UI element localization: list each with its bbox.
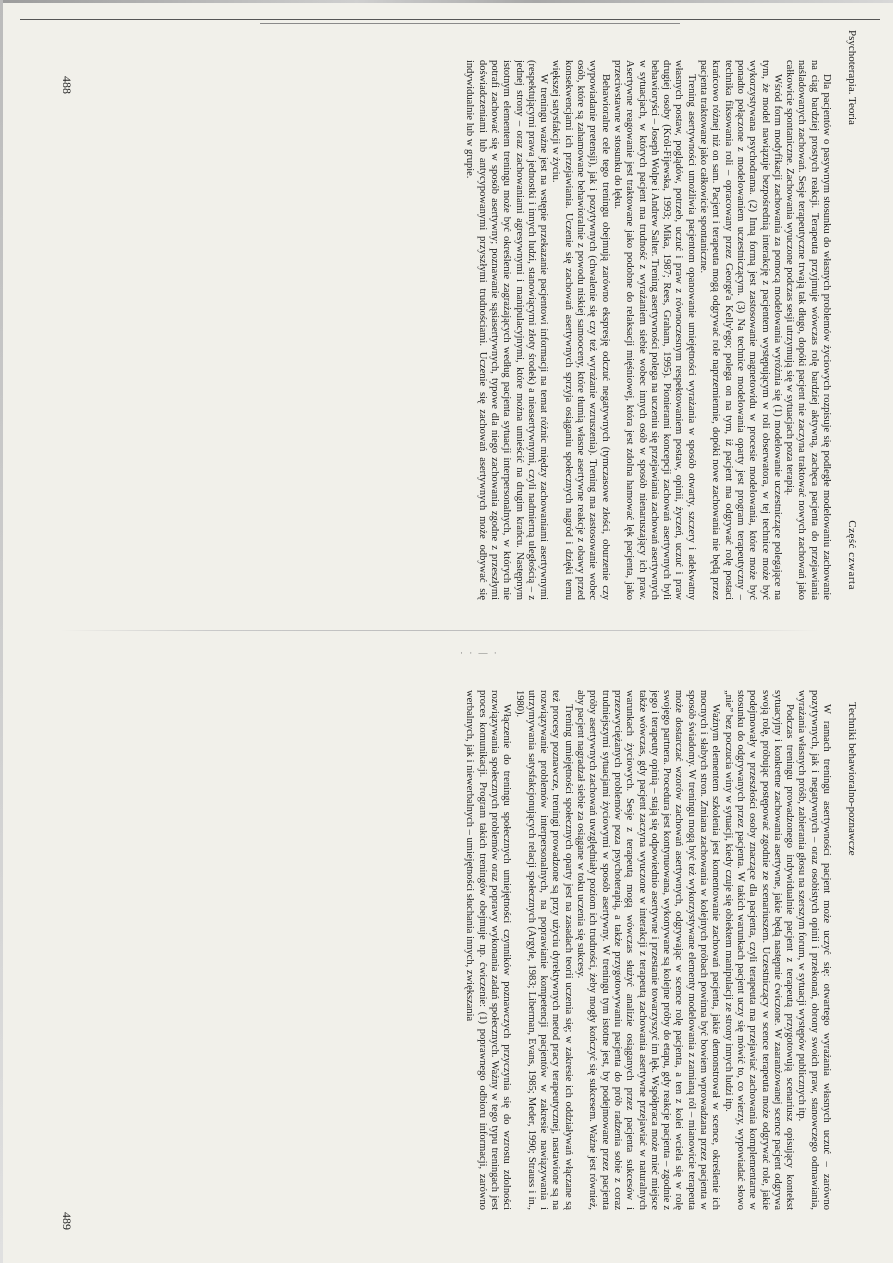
scan-line bbox=[20, 19, 880, 20]
page-gutter bbox=[60, 630, 820, 631]
right-page-body bbox=[92, 690, 832, 1210]
paragraph-assertiveness: Trening asertywności umożliwia pacjentom opanowanie umiejętności wyrażania w sposób otwarty, szczery i adekwatny własnych postaw, poglądów, potrzeb, uczuć i praw z równoczesnym respektowaniem postaw, opinii, życzeń, uczuć i praw drugiej osoby (Król-Fijewska, 1993; Mika, 1987; Rees, Graham, 1995). Pionierami koncepcji zachowań asertywnych byli behawioryści – Joseph Wolpe i Andrew Salter. Trening asertywności polega na uczeniu się przejawiania zachowań asertywnych w sytuacjach, w których pacjent ma trudność z wyrażaniem siebie wobec innych osób w sposób nienaruszający ich praw. Asertywne reagowanie jest traktowane jako podobne do relaksacji mięśniowej, która jest zdolna hamować lęk pacjenta, jako przeciwstawne w stosunku do lęku. bbox=[611, 60, 697, 600]
paragraph: Włączenie do treningu społecznych umiejętności czynników poznawczych przyczynia się do wzrostu zdolności rozwiązywania społecznych problemów oraz poprawy wykonania zadań społecznych. Ważny w tego typu treningach jest proces komunikacji. Program takich treningów obejmuje np. ćwiczenie: (1) poprawnego odbioru informacji, zarówno werbalnych, jak i niewerbalnych – umiejętności słuchania innych, zwiększania bbox=[464, 690, 513, 1210]
left-page-body bbox=[92, 60, 832, 600]
gutter-marks: · · — · bbox=[460, 648, 499, 658]
right-page-header bbox=[844, 702, 858, 1212]
scan-line bbox=[260, 23, 680, 24]
paragraph-social-skills: Trening umiejętności społecznych oparty jest na zasadach teorii uczenia się; w zakresie ich oddziaływań włączane są też procesy poznawcze, treningi prowadzone są przy użyciu dyrektywnych metod pracy terapeutycznej, nastawione są na rozwiązywanie problemów interpersonalnych, na poprawianie kompetencji pacjentów w zakresie nawiązywania i utrzymywania satysfakcjonujących relacji społecznych (Argyle, 1983; Liberman, Evans, 1985; Meder, 1990; Strauss i in., 1980). bbox=[513, 690, 574, 1210]
right-page-number: 489 bbox=[60, 1212, 74, 1230]
paragraph: Behawioralne cele tego treningu obejmują zarówno ekspresję odczuć negatywnych (tymczasowe złości, oburzenie czy wypowiadanie pretensji), jak i pozytywnych (chwalenie się czy też wyrażanie wzruszenia). Trening ma zastosowanie wobec osób, które są zahamowane behawioralnie z powodu niskiej samooceny, które tłumią własne asertywne reakcje z obawy przed konsekwencjami ich przejawiania. Uczenie się zachowań asertywnych sprzyja osiąganiu społecznych nagród i dzięki temu większej satysfakcji w życiu. bbox=[550, 60, 611, 600]
left-header-section: Część czwarta bbox=[846, 520, 858, 590]
scan-edge-left bbox=[0, 0, 3, 1263]
paragraph: Podczas treningu prowadzonego indywidualnie pacjent z terapeutą przygotowują scenariusz opisujący kontekst sytuacyjny i konkretne zachowania asertywne, jakie będą następnie ćwiczone. W zaaranżowanej scence pacjent odgrywa swoją rolę, próbując postępować zgodnie ze scenariuszem. Uczestniczący w scence terapeuta może odgrywać role, jakie podejmowały w przeszłości osoby znaczące dla pacjenta, czyli terapeuta ma przejawiać zachowania komplementarne w stosunku do odgrywanych przez pacjenta. W takich warunkach pacjent uczy się mówić to, co wierzy, wypowiadać słowo „nie” bez poczucia winy w sytuacji, kiedy czuje się obiektem manipulacji ze strony innych ludzi itp. bbox=[722, 690, 796, 1210]
scan-edge-top bbox=[0, 0, 893, 3]
left-header-title: Psychoterapia. Teoria bbox=[846, 30, 858, 125]
paragraph: Ważnym elementem szkolenia jest komentowanie zachowań pacjenta, jakie demonstrował w scence, określenie ich mocnych i słabych stron. Zmiana zachowania w kolejnych próbach powinna być bowiem wprowadzana przez pacjenta w sposób świadomy. W treningu mogą być też wykorzystywane elementy modelowania z zamianą ról – mianowicie terapeuta może dostarczać wzorów zachowań asertywnych, odgrywając w scence rolę pacjenta, a ten z kolei wciela się w rolę swojego partnera. Procedura jest kontynuowana, wykonywane są kolejne próby do etapu, gdy reakcje pacjenta – zgodnie z jego i terapeuty opinią – stają się odpowiednio asertywne i przestanie towarzyszyć im lęk. Współpraca może mieć miejsce także wówczas, gdy pacjent zaczyna wyuczone w interakcji z terapeutą zachowania asertywne przejawiać w naturalnych warunkach życiowych. Sesje z terapeutą mogą wówczas służyć analizie osiąganych przez pacjenta sukcesów i przezwyciężanych problemów poza psychoterapią, a także przygotowywaniu pacjenta do prób radzenia sobie z coraz trudniejszymi sytuacjami życiowymi w sposób asertywny. W treningu tym istotne jest, by podejmowane przez pacjenta próby asertywnych zachowań uwzględniały poziom ich trudności, żeby mogły kończyć się sukcesem. Ważne jest również, aby pacjent nagradzał siebie za osiągane w toku uczenia się sukcesy. bbox=[575, 690, 722, 1210]
paragraph: W treningu ważne jest na wstępie przekazanie pacjentowi informacji na temat różnic między zachowaniami asertywnymi (respektującymi prawa jednostki i innych ludzi, stanowiącymi złoty środek) a nieasertywnymi, czyli nadmierną uległością – z jednej strony – oraz zachowaniami agresywnymi i manipulacyjnymi, które można umieścić na drugim krańcu. Następnym istotnym elementem treningu może być określenie zagrażających według pacjenta sytuacji interpersonalnych, w których nie potrafi zachować się w sposób asertywny; poznawanie sąsiasertywnych, typowe dla niego zachowania zgodne z przeszłymi doświadczeniami lub antycypowanymi przyszłymi trudnościami. Uczenie się zachowań asertywnych może odbywać się indywidualnie lub w grupie. bbox=[464, 60, 550, 600]
left-page-header bbox=[844, 30, 858, 590]
paragraph: Wśród form modyfikacji zachowania za pomocą modelowania wyróżnia się (1) modelowanie uczestniczące polegające na tym, że model nawiązuje bezpośrednią interakcję z pacjentem występującym w roli obserwatora, w tej technice może być wykorzystywana psychodrama. (2) Inną formą jest zastosowanie magnetowidu w procesie modelowania, które może być ponadto połączone z modelowaniem uczestniczącym. (3) Na technice modelowania oparty jest program terapeutyczny – technika fiksowania roli – opracowany przez George'a Kelly'ego; polega on na tym, iż pacjent ma odgrywać rolę postaci krańcowo różnej niż on sam. Pacjent i terapeuta mogą odgrywać role naprzemiennie, dopóki nowe zachowania nie będą przez pacjenta traktowane jako całkowicie spontaniczne. bbox=[698, 60, 783, 600]
left-page-number: 488 bbox=[60, 76, 74, 94]
paragraph: W ramach treningu asertywności pacjent może uczyć się: otwartego wyrażania własnych uczuć – zarówno pozytywnych, jak i negatywnych – oraz osobistych opinii i przekonań, obrony swoich praw, stanowczego odmawiania, wyrażania własnych próśb, zabierania głosu na szerszym forum, w sytuacji występów publicznych itp. bbox=[796, 690, 832, 1210]
paragraph: Dla pacjentów o pasywnym stosunku do własnych problemów życiowych rozpisuje się podległe modelowaniu zachowanie na ciąg bardziej prostych reakcji. Terapeuta przyjmuje wówczas rolę bardziej aktywną, zachęca pacjenta do przejawiania naśladowanych zachowań. Sesje terapeutyczne trwają tak długo, dopóki pacjent nie zaczyna traktować nowych zachowań jako całkowicie spontaniczne. Zachowania wyuczone podczas sesji utrzymują się w sytuacjach poza terapią. bbox=[784, 60, 832, 600]
right-header-title: Techniki behawioralno-poznawcze bbox=[846, 702, 858, 856]
